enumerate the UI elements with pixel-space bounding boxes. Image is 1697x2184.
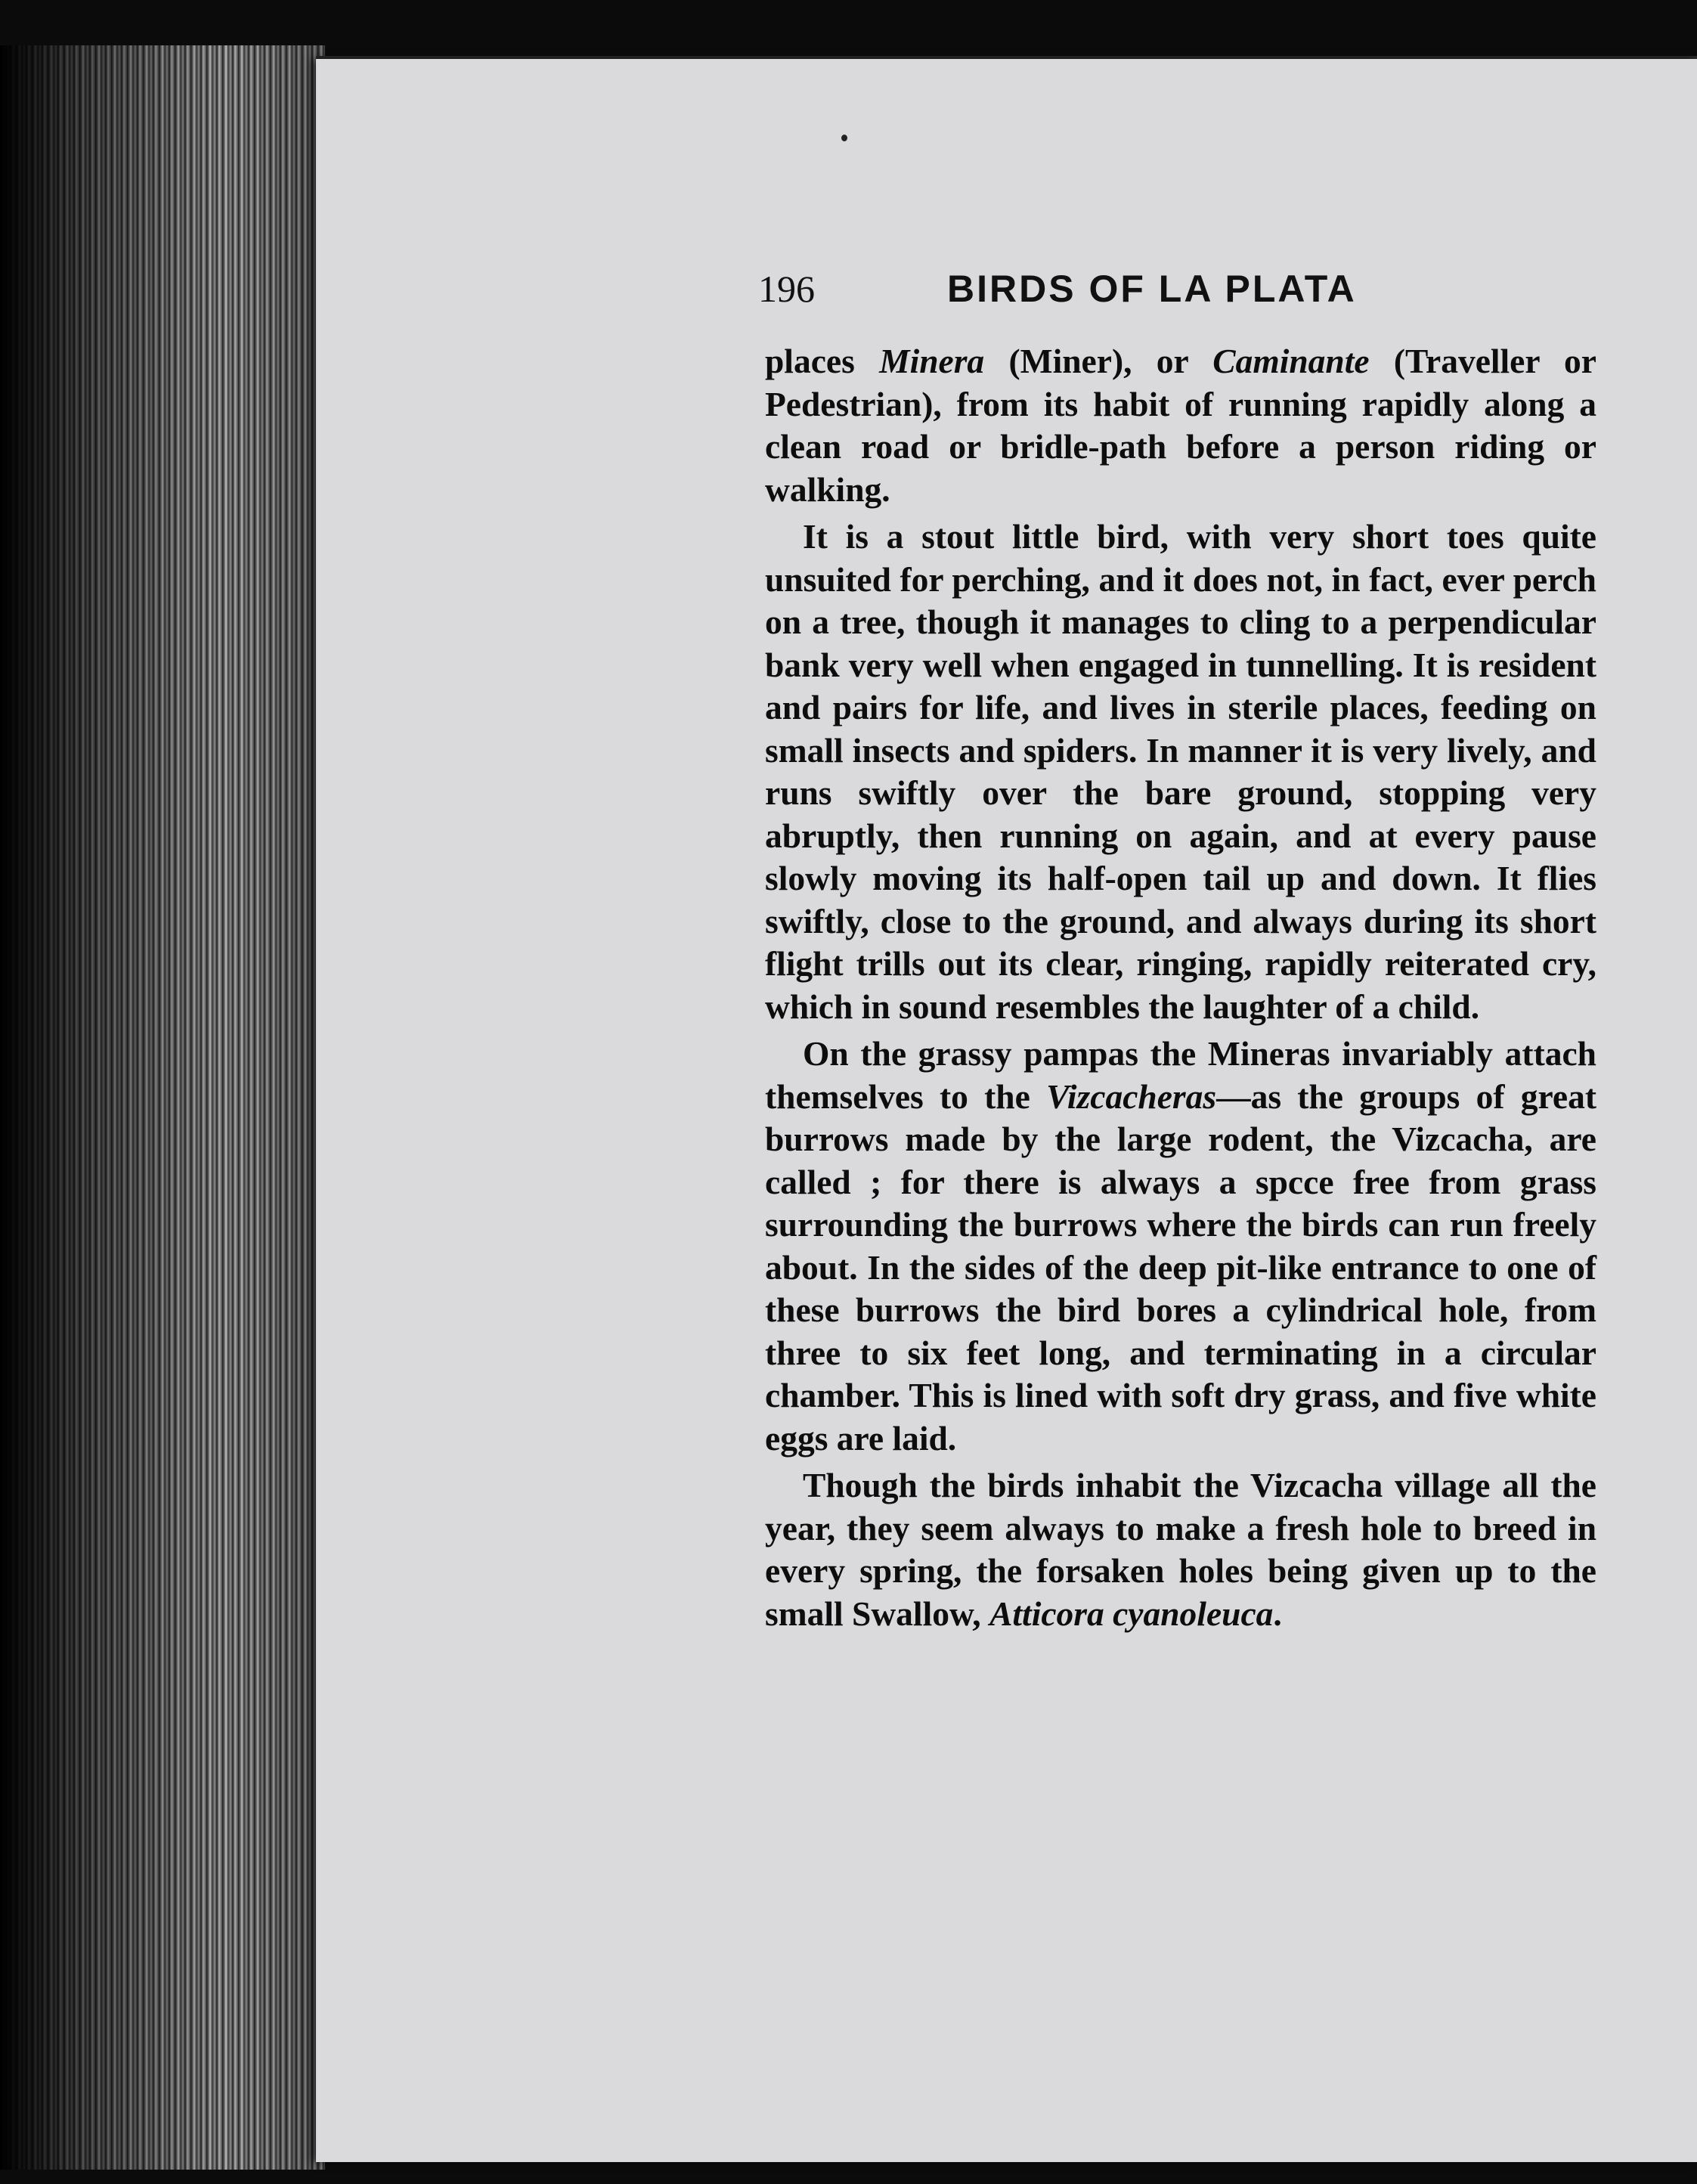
text-run-italic: Atticora cyanoleuca	[989, 1594, 1274, 1633]
text-run: places	[765, 342, 880, 380]
running-head	[758, 267, 1591, 327]
paragraph-1	[765, 340, 1596, 511]
text-run-italic: Caminante	[1212, 342, 1370, 380]
ink-speck	[841, 135, 847, 141]
text-run: .	[1273, 1594, 1282, 1633]
text-run-italic: Vizcacheras	[1046, 1077, 1217, 1116]
book-edge-shadow	[0, 45, 325, 2170]
text-run: On the grassy pampas the Mineras invariably attach themselves to the	[765, 1034, 1596, 1116]
running-title: BIRDS OF LA PLATA	[947, 268, 1357, 310]
body-text	[765, 340, 1596, 1635]
paragraph-4	[765, 1464, 1596, 1635]
paragraph-3	[765, 1033, 1596, 1460]
text-run: It is a stout little bird, with very short toes quite unsuited for perching, and it does not, in fact, ever perch on a tree, though it manages to cling to a perpendicular bank very well when engaged in tunnelling. It is resident and pairs for life, and lives in sterile places, feeding on small insects and spiders. In manner it is very lively, and runs swiftly over the bare ground, stopping very abruptly, then running on again, and at every pause slowly moving its half-open tail up and down. It flies swiftly, close to the ground, and always during its short flight trills out its clear, ringing, rapidly reiterated cry, which in sound resembles the laughter of a child.	[765, 517, 1596, 1026]
text-run: —as the groups of great burrows made by the large rodent, the Vizcacha, are called ; for there is always a spcce free from grass surrounding the burrows where the birds can run freely about. In the sides of the deep pit-like entrance to one of these burrows the bird bores a cylindrical hole, from three to six feet long, and terminating in a circular chamber. This is lined with soft dry grass, and five white eggs are laid.	[765, 1077, 1596, 1458]
text-run: (Traveller or Pedestrian), from its habit of running rapidly along a clean road or bridle-path before a person riding or walking.	[765, 342, 1597, 509]
text-run: (Miner), or	[984, 342, 1213, 380]
page-number: 196	[758, 268, 815, 310]
text-run: Though the birds inhabit the Vizcacha village all the year, they seem always to make a fresh hole to breed in every spring, the forsaken holes being given up to the small Swallow,	[765, 1466, 1596, 1633]
text-run-italic: Minera	[879, 342, 985, 380]
paragraph-2	[765, 516, 1596, 1028]
